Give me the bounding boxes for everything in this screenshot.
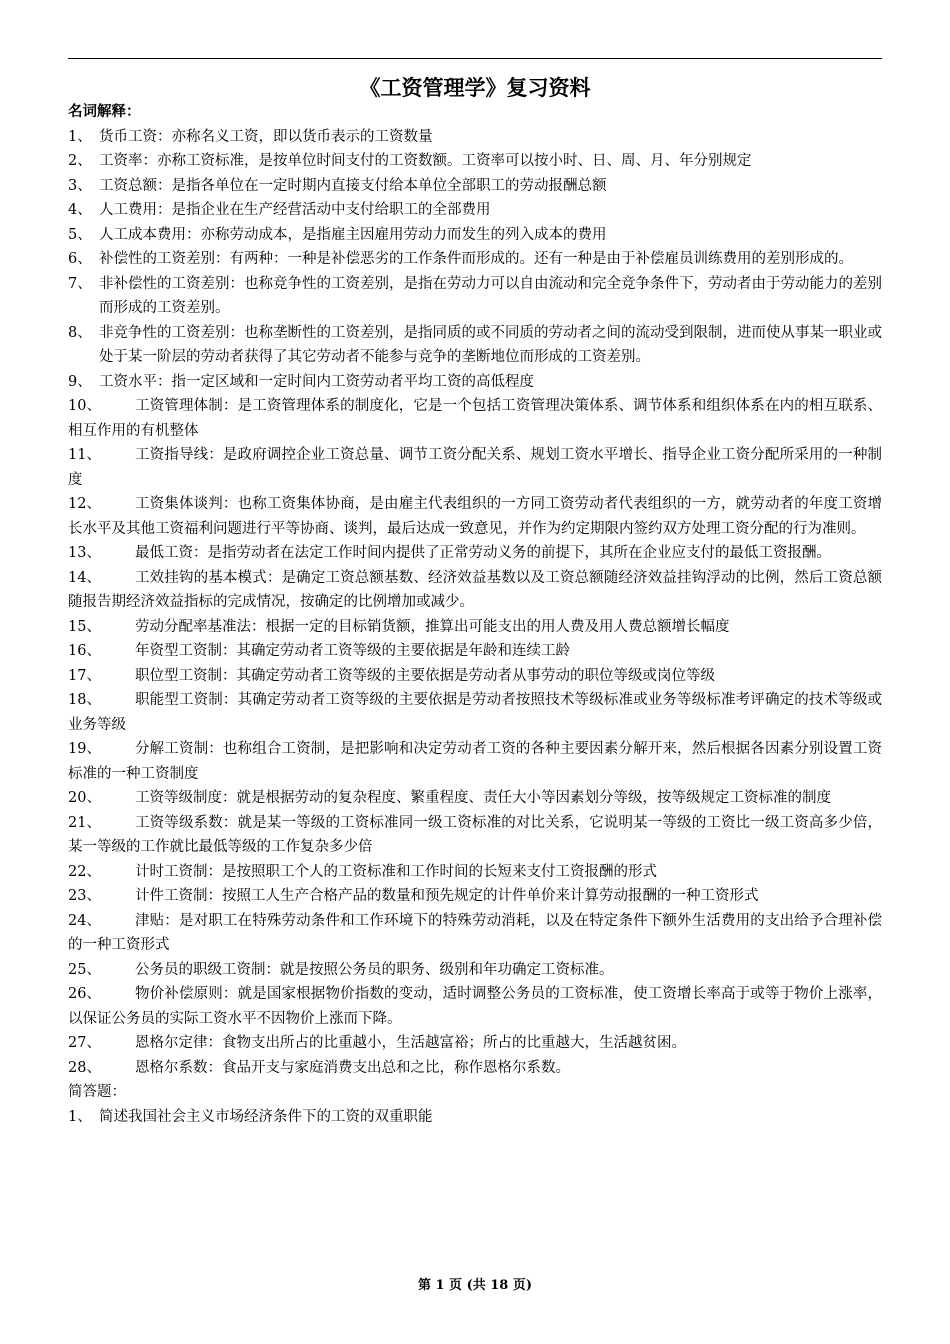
list-item <box>68 615 882 640</box>
item-text: 工资指导线：是政府调控企业工资总量、调节工资分配关系、规划工资水平增长、指导企业工资分配所采用的一种制度 <box>68 447 882 488</box>
item-number: 24、 <box>68 912 101 929</box>
item-number: 21、 <box>68 814 101 831</box>
list-item <box>68 860 882 885</box>
item-number: 8、 <box>68 324 92 341</box>
item-number: 7、 <box>68 275 92 292</box>
list-item <box>68 909 882 958</box>
item-text: 工资等级制度：就是根据劳动的复杂程度、繁重程度、责任大小等因素划分等级，按等级规定工资标准的制度 <box>135 790 831 806</box>
section-heading-terms: 名词解释： <box>68 103 141 120</box>
item-text: 恩格尔定律：食物支出所占的比重越小，生活越富裕；所占的比重越大，生活越贫困。 <box>135 1035 686 1051</box>
item-text: 补偿性的工资差别：有两种：一种是补偿恶劣的工作条件而形成的。还有一种是由于补偿雇员训练费用的差别形成的。 <box>99 251 853 267</box>
list-item <box>68 786 882 811</box>
item-text: 人工费用：是指企业在生产经营活动中支付给职工的全部费用 <box>99 202 491 218</box>
item-text: 恩格尔系数：食品开支与家庭消费支出总和之比，称作恩格尔系数。 <box>135 1059 570 1076</box>
list-item <box>68 737 882 786</box>
section-heading-short-answer: 简答题： <box>68 1084 126 1100</box>
list-item <box>68 394 882 443</box>
item-number: 2、 <box>68 153 92 169</box>
item-text: 工资等级系数：就是某一等级的工资标准同一级工资标准的对比关系，它说明某一等级的工资比一级工资高多少倍，某一等级的工作就比最低等级的工作复杂多少倍 <box>68 814 882 855</box>
item-text: 工资率：亦称工资标准，是按单位时间支付的工资数额。工资率可以按小时、日、周、月、年分别规定 <box>99 153 752 169</box>
item-number: 18、 <box>68 692 101 708</box>
item-text: 职能型工资制：其确定劳动者工资等级的主要依据是劳动者按照技术等级标准或业务等级标准考评确定的技术等级或业务等级 <box>68 692 882 733</box>
item-number: 15、 <box>68 618 101 635</box>
item-number: 22、 <box>68 863 101 880</box>
list-item <box>68 247 882 272</box>
terms-list <box>68 125 882 1081</box>
list-item <box>68 1056 882 1081</box>
item-text: 人工成本费用：亦称劳动成本，是指雇主因雇用劳动力而发生的列入成本的费用 <box>99 226 607 243</box>
item-text: 工资总额：是指各单位在一定时期内直接支付给本单位全部职工的劳动报酬总额 <box>99 177 607 194</box>
list-item <box>68 884 882 909</box>
item-text: 计时工资制：是按照职工个人的工资标准和工作时间的长短来支付工资报酬的形式 <box>135 863 657 880</box>
item-text: 工资集体谈判：也称工资集体协商，是由雇主代表组织的一方同工资劳动者代表组织的一方，就劳动者的年度工资增长水平及其他工资福利问题进行平等协商、谈判，最后达成一致意见，并作为约定期限内签约双方处理工资分配的行为准则。 <box>68 496 882 537</box>
item-number: 19、 <box>68 741 101 757</box>
list-item <box>68 272 882 321</box>
item-number: 25、 <box>68 961 101 978</box>
item-number: 9、 <box>68 373 92 390</box>
item-text: 最低工资：是指劳动者在法定工作时间内提供了正常劳动义务的前提下，其所在企业应支付的最低工资报酬。 <box>135 545 831 561</box>
item-number: 16、 <box>68 643 101 659</box>
item-number: 27、 <box>68 1035 101 1051</box>
item-number: 11、 <box>68 447 101 463</box>
item-text: 货币工资：亦称名义工资，即以货币表示的工资数量 <box>99 128 433 145</box>
item-text: 年资型工资制：其确定劳动者工资等级的主要依据是年龄和连续工龄 <box>135 643 570 659</box>
item-number: 1、 <box>68 128 92 145</box>
item-number: 13、 <box>68 545 101 561</box>
list-item <box>68 370 882 395</box>
item-text: 公务员的职级工资制：就是按照公务员的职务、级别和年功确定工资标准。 <box>135 961 614 978</box>
list-item <box>68 982 882 1031</box>
list-item <box>68 1105 882 1130</box>
item-text: 劳动分配率基准法：根据一定的目标销货额，推算出可能支出的用人费及用人费总额增长幅度 <box>135 618 730 635</box>
item-text: 非竞争性的工资差别：也称垄断性的工资差别，是指同质的或不同质的劳动者之间的流动受到限制，进而使从事某一职业或处于某一阶层的劳动者获得了其它劳动者不能参与竞争的垄断地位而形成的工资差别。 <box>99 324 882 365</box>
item-number: 3、 <box>68 177 92 194</box>
list-item <box>68 174 882 199</box>
document-body <box>68 100 882 1129</box>
list-item <box>68 811 882 860</box>
item-text: 职位型工资制：其确定劳动者工资等级的主要依据是劳动者从事劳动的职位等级或岗位等级 <box>135 667 715 684</box>
list-item <box>68 492 882 541</box>
item-text: 工资水平：指一定区域和一定时间内工资劳动者平均工资的高低程度 <box>99 373 534 390</box>
list-item <box>68 321 882 370</box>
list-item <box>68 1031 882 1056</box>
list-item <box>68 639 882 664</box>
page-footer: 第 1 页 (共 18 页) <box>417 1278 533 1293</box>
item-number: 12、 <box>68 496 101 512</box>
header-rule <box>68 58 882 59</box>
item-number: 6、 <box>68 251 92 267</box>
item-text: 物价补偿原则：就是国家根据物价指数的变动，适时调整公务员的工资标准，使工资增长率高于或等于物价上涨率，以保证公务员的实际工资水平不因物价上涨而下降。 <box>68 986 882 1027</box>
item-number: 10、 <box>68 398 101 414</box>
item-number: 4、 <box>68 202 92 218</box>
list-item <box>68 541 882 566</box>
item-number: 1、 <box>68 1108 92 1125</box>
list-item <box>68 664 882 689</box>
short-answer-list <box>68 1105 882 1130</box>
list-item <box>68 198 882 223</box>
list-item <box>68 149 882 174</box>
list-item <box>68 958 882 983</box>
item-number: 17、 <box>68 667 101 684</box>
item-number: 14、 <box>68 569 101 586</box>
item-number: 5、 <box>68 226 92 243</box>
list-item <box>68 125 882 150</box>
item-text: 非补偿性的工资差别：也称竞争性的工资差别，是指在劳动力可以自由流动和完全竞争条件下，劳动者由于劳动能力的差别而形成的工资差别。 <box>99 275 882 316</box>
item-number: 23、 <box>68 888 101 904</box>
list-item <box>68 566 882 615</box>
item-text: 津贴：是对职工在特殊劳动条件和工作环境下的特殊劳动消耗，以及在特定条件下额外生活费用的支出给予合理补偿的一种工资形式 <box>68 912 882 953</box>
item-text: 工资管理体制：是工资管理体系的制度化，它是一个包括工资管理决策体系、调节体系和组织体系在内的相互联系、相互作用的有机整体 <box>68 398 882 439</box>
item-text: 工效挂钩的基本模式：是确定工资总额基数、经济效益基数以及工资总额随经济效益挂钩浮动的比例，然后工资总额随报告期经济效益指标的完成情况，按确定的比例增加或减少。 <box>68 569 882 610</box>
item-text: 计件工资制：按照工人生产合格产品的数量和预先规定的计件单价来计算劳动报酬的一种工资形式 <box>135 888 759 904</box>
item-number: 28、 <box>68 1059 101 1076</box>
page-title: 《工资管理学》复习资料 <box>359 75 591 100</box>
list-item <box>68 688 882 737</box>
item-number: 26、 <box>68 986 101 1002</box>
item-text: 分解工资制：也称组合工资制，是把影响和决定劳动者工资的各种主要因素分解开来，然后根据各因素分别设置工资标准的一种工资制度 <box>68 741 882 782</box>
list-item <box>68 443 882 492</box>
list-item <box>68 223 882 248</box>
item-text: 简述我国社会主义市场经济条件下的工资的双重职能 <box>99 1108 433 1125</box>
item-number: 20、 <box>68 790 101 806</box>
